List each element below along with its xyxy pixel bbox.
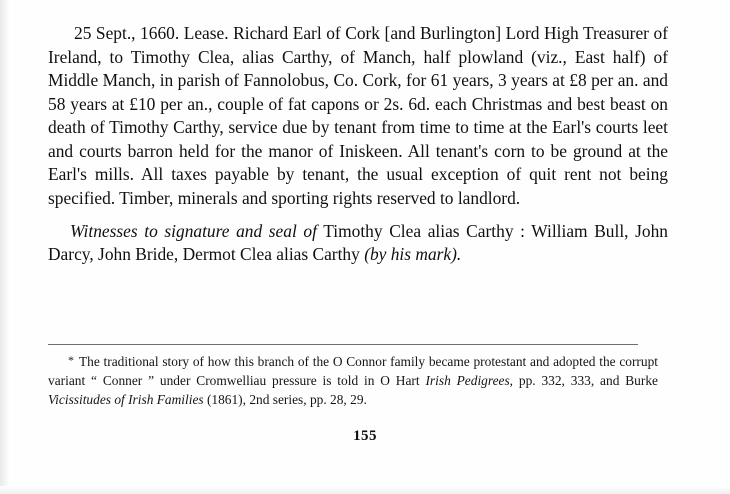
- footnote-marker: *: [68, 353, 74, 367]
- lease-entry-text: 25 Sept., 1660. Lease. Richard Earl of Cork [and Burlington] Lord High Treasurer of Ireland, to Timothy Clea, alias Carthy, of Manch, half plowland (viz., East half) of Middle Manch, in parish of Fannolobus, Co. Cork, for 61 years, 3 years at £8 per an. and 58 years at £10 per an., couple of fat capons or 2s. 6d. each Christmas and best beast on death of Timothy Carthy, service due by tenant from time to time at the Earl's courts leet and courts barron held for the manor of Iniskeen. All tenant's corn to be ground at the Earl's mills. All taxes payable by tenant, the usual exception of quit rent not being specified. Timber, minerals and sporting rights reserved to landlord.: [48, 23, 668, 209]
- page-left-shadow: [0, 0, 10, 494]
- footnote-text-part-1: The traditional story of how this branch of the O Connor family became protestant and adopted the corrupt variant “ Conner ” under Cromwelliau pressure is told in O Hart: [48, 354, 658, 389]
- witnesses-italic-tail: (by his mark).: [364, 244, 462, 265]
- footnote-italic-title-1: Irish Pedigrees: [425, 373, 510, 389]
- page-bottom-shadow: [0, 486, 730, 494]
- footnote-text-part-2: , pp. 332, 333, and Burke: [509, 373, 658, 389]
- witnesses-paragraph: [48, 220, 668, 267]
- footnote-text-part-3: (1861), 2nd series, pp. 28, 29.: [203, 392, 367, 408]
- page-content: [48, 22, 668, 284]
- footnote-italic-title-2: Vicissitudes of Irish Families: [48, 392, 204, 408]
- footnote-block: [48, 352, 658, 409]
- page-number: 155: [353, 428, 377, 444]
- lease-entry-paragraph: [48, 22, 668, 211]
- witnesses-names: Timothy Clea alias Carthy : William Bull, John Darcy, John Bride, Dermot Clea alias Carthy: [48, 220, 668, 265]
- witnesses-italic-lead: Witnesses to signature and seal of: [70, 220, 317, 241]
- footnote-divider: [48, 344, 638, 345]
